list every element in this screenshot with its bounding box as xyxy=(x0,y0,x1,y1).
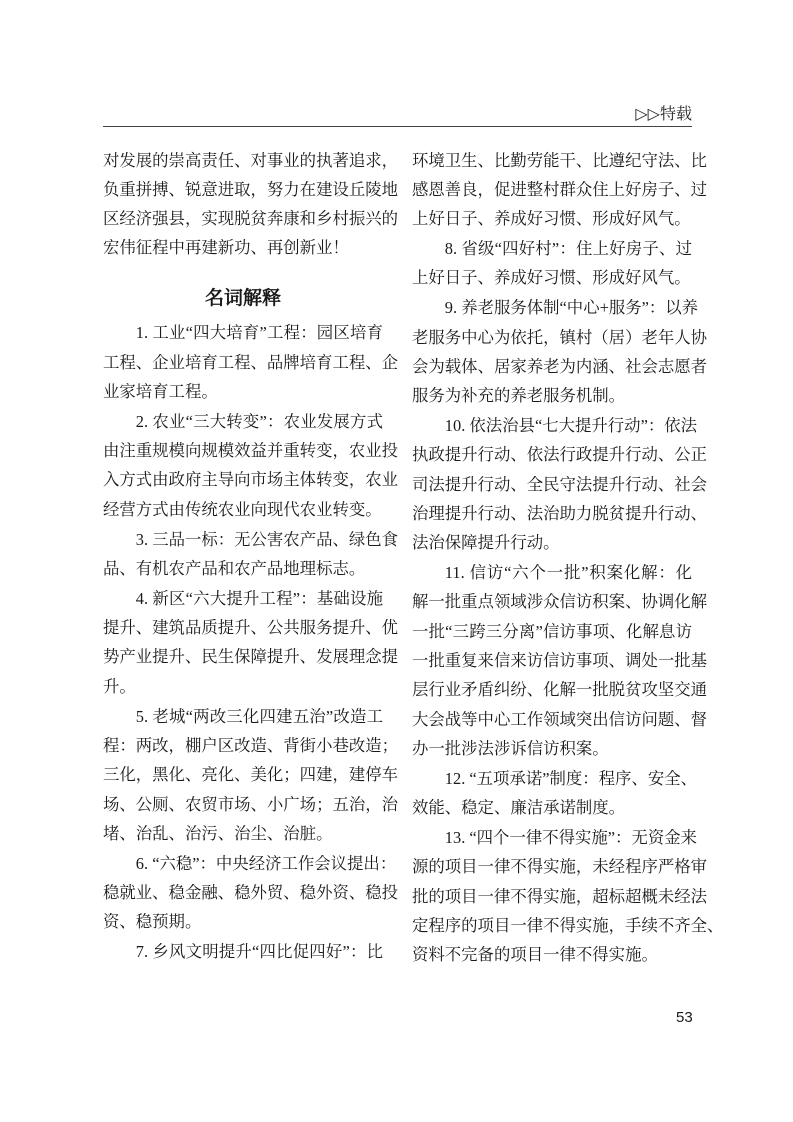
glossary-heading: 名词解释 xyxy=(204,287,281,309)
text-line: 治理提升行动、法治助力脱贫提升行动、 xyxy=(412,503,708,523)
text-line: 4. 新区“六大提升工程”：基础设施 xyxy=(135,588,383,608)
text-line: 批的项目一律不得实施，超标超概未经法 xyxy=(412,886,708,906)
text-line: 一批重复来信来访信访事项、调处一批基 xyxy=(412,651,708,671)
text-line: 2. 农业“三大转变”：农业发展方式 xyxy=(135,411,383,431)
text-line: 一批“三跨三分离”信访事项、化解息访 xyxy=(412,621,692,641)
text-line: 7. 乡风文明提升“四比促四好”：比 xyxy=(135,942,383,962)
text-line: 场、公厕、农贸市场、小广场；五治，治 xyxy=(103,794,399,814)
text-line: 层行业矛盾纠纷、化解一批脱贫攻坚交通 xyxy=(412,680,708,700)
text-line: 稳就业、稳金融、稳外贸、稳外资、稳投 xyxy=(103,882,399,902)
text-line: 宏伟征程中再建新功、再创新业！ xyxy=(103,238,349,258)
text-line: 执政提升行动、依法行政提升行动、公正 xyxy=(412,445,708,465)
paragraph xyxy=(412,558,708,763)
text-line: 经营方式由传统农业向现代农业转变。 xyxy=(103,499,382,519)
page-number: 53 xyxy=(676,1009,693,1026)
text-line: 源的项目一律不得实施，未经程序严格审 xyxy=(412,857,708,877)
paragraph xyxy=(103,146,399,263)
text-line: 品、有机农产品和农产品地理标志。 xyxy=(103,558,366,578)
text-line: 三化，黑化、亮化、美化；四建，建停车 xyxy=(103,765,399,785)
text-line: 10. 依法治县“七大提升行动”：依法 xyxy=(444,416,698,436)
text-line: 工程、企业培育工程、品牌培育工程、企 xyxy=(103,352,399,372)
right-column xyxy=(412,145,724,969)
text-line: 解一批重点领域涉众信访积案、协调化解 xyxy=(412,592,708,612)
text-line: 司法提升行动、全民守法提升行动、社会 xyxy=(412,474,708,494)
text-line: 5. 老城“两改三化四建五治”改造工 xyxy=(135,706,383,726)
left-column xyxy=(103,145,399,966)
text-line: 上好日子、养成好习惯、形成好风气。 xyxy=(412,268,691,288)
text-line: 感恩善良，促进整村群众住上好房子、过 xyxy=(412,179,708,199)
paragraph xyxy=(412,146,708,234)
text-line: 12. “五项承诺”制度：程序、安全、 xyxy=(444,768,698,788)
text-line: 办一批涉法涉诉信访积案。 xyxy=(412,738,609,758)
text-line: 上好日子、养成好习惯、形成好风气。 xyxy=(412,209,691,229)
text-line: 环境卫生、比勤劳能干、比遵纪守法、比 xyxy=(412,150,708,170)
text-line: 堵、治乱、治污、治尘、治脏。 xyxy=(103,823,333,843)
text-line: 1. 工业“四大培育”工程：园区培育 xyxy=(135,323,383,343)
paragraph xyxy=(412,293,708,410)
text-line: 大会战等中心工作领域突出信访问题、督 xyxy=(412,709,708,729)
text-line: 9. 养老服务体制“中心+服务”：以养 xyxy=(444,298,699,318)
text-line: 6. “六稳”：中央经济工作会议提出： xyxy=(135,853,397,873)
paragraph xyxy=(103,702,399,848)
section-label: ▷▷特载 xyxy=(635,106,692,123)
text-line: 定程序的项目一律不得实施，手续不齐全、 xyxy=(412,915,724,935)
paragraph xyxy=(412,411,708,557)
text-line: 资料不完备的项目一律不得实施。 xyxy=(412,945,658,965)
text-line: 服务为补充的养老服务机制。 xyxy=(412,386,626,406)
text-line: 13. “四个一律不得实施”：无资金来 xyxy=(444,827,698,847)
text-line: 业家培育工程。 xyxy=(103,381,218,401)
paragraph xyxy=(103,584,399,701)
text-line: 资、稳预期。 xyxy=(103,912,202,932)
paragraph xyxy=(103,937,383,966)
text-line: 3. 三品一标：无公害农产品、绿色食 xyxy=(135,529,399,549)
text-line: 8. 省级“四好村”：住上好房子、过 xyxy=(444,239,692,259)
paragraph xyxy=(103,849,399,937)
text-line: 法治保障提升行动。 xyxy=(412,533,560,553)
text-line: 11. 信访“六个一批”积案化解：化 xyxy=(444,563,692,583)
text-line: 效能、稳定、廉洁承诺制度。 xyxy=(412,798,626,818)
paragraph xyxy=(412,823,724,969)
text-line: 负重拼搏、锐意进取，努力在建设丘陵地 xyxy=(103,179,399,199)
text-line: 由注重规模向规模效益并重转变，农业投 xyxy=(103,441,399,461)
header-divider xyxy=(103,126,692,127)
text-line: 对发展的崇高责任、对事业的执著追求， xyxy=(103,150,399,170)
text-line: 程：两改，棚户区改造、背街小巷改造； xyxy=(103,735,399,755)
text-line: 升。 xyxy=(103,676,136,696)
text-line: 入方式由政府主导向市场主体转变，农业 xyxy=(103,470,399,490)
paragraph xyxy=(103,318,399,406)
paragraph xyxy=(412,234,692,293)
text-line: 老服务中心为依托，镇村（居）老年人协 xyxy=(412,327,708,347)
paragraph xyxy=(103,525,399,584)
text-line: 提升、建筑品质提升、公共服务提升、优 xyxy=(103,618,399,638)
paragraph xyxy=(412,764,698,823)
text-line: 会为载体、居家养老为内涵、社会志愿者 xyxy=(412,356,708,376)
paragraph xyxy=(103,407,399,524)
text-line: 势产业提升、民生保障提升、发展理念提 xyxy=(103,647,399,667)
text-line: 区经济强县，实现脱贫奔康和乡村振兴的 xyxy=(103,209,399,229)
